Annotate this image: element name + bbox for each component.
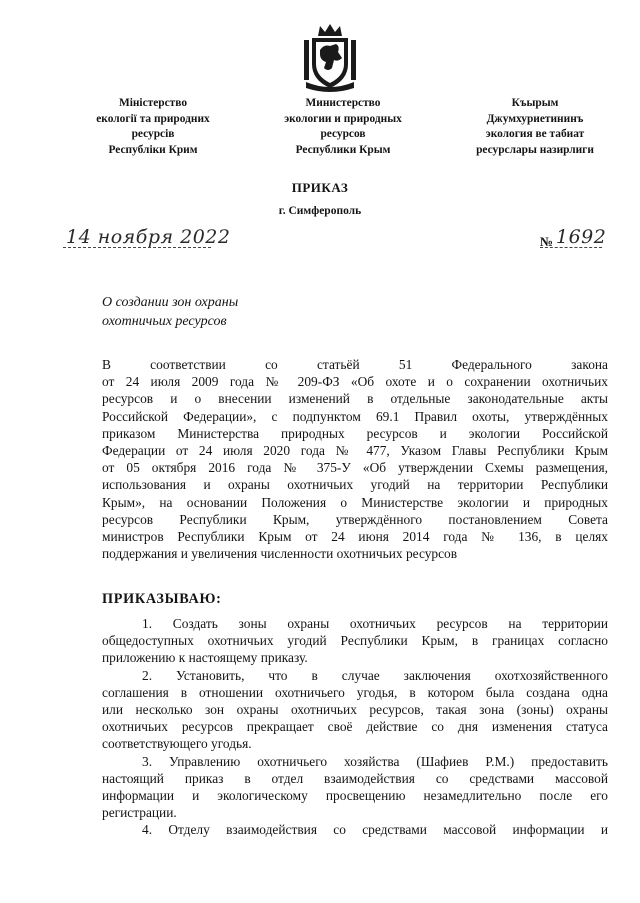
order-items [102,615,608,839]
preamble-paragraph: В соответствии со статьёй 51 Федерального закона от 24 июля 2009 года № 209-ФЗ «Об охоте и о сохранении охотничьих ресурсов и о внесении изменений в отдельные законодательные акты Российской Федерации», с подпунктом 69.1 Правил охоты, утверждённых приказом Министерства природных ресурсов и экологии Российской Федерации от 24 июля 2020 года № 477, Указом Главы Республики Крым от 05 октября 2016 года № 375-У «Об утверждении Схемы размещения, использования и охраны охотничьих угодий на территории Республики Крым», на основании Положения о Министерстве экологии и природных ресурсов Республики Крым, утверждённого постановлением Совета министров Республики Крым от 24 июня 2014 года № 136, в целях поддержания и увеличения численности охотничьих ресурсов [102,357,608,562]
document-city: г. Симферополь [278,205,362,217]
handwritten-date: 14 ноября 2022 [66,226,231,248]
handwritten-number: 1692 [556,226,607,248]
order-subject: О создании зон охраны охотничьих ресурсов [102,295,239,329]
ministry-name-crimean-tatar: Къырым Джумхуриетининъ экология ве табиат ресурслары назирлиги [476,97,594,156]
order-item-2: 2. Установить, что в случае заключения охотхозяйственного соглашения в отношении охотничьего угодья, в котором была создана одна или несколько зон охраны охотничьих ресурсов, такая зона (зоны) охраны охотничьих ресурсов прекращает своё действие со дня изменения статуса соответствующего угодья. [102,667,608,752]
document-type: ПРИКАЗ [291,180,349,195]
order-directive-word: ПРИКАЗЫВАЮ: [102,591,222,607]
order-item-3: 3. Управлению охотничьего хозяйства (Шафиев Р.М.) предоставить настоящий приказ в отдел взаимодействия со средствами массовой информации и экологическому просвещению незамедлительно после его регистрации. [102,753,608,821]
coat-of-arms-emblem [300,22,360,92]
number-underline [540,247,602,248]
ministry-name-russian: Министерство экологии и природных ресурсов Республики Крым [284,97,402,156]
date-underline [63,247,211,248]
order-item-4: 4. Отделу взаимодействия со средствами массовой информации и [142,822,608,838]
number-sign: № [540,234,554,249]
ministry-name-ukrainian: Міністерство екології та природних ресурсів Республіки Крим [96,97,210,156]
order-item-1: 1. Создать зоны охраны охотничьих ресурсов на территории общедоступных охотничьих угодий Республики Крым, в границах согласно приложению к настоящему приказу. [102,616,608,666]
